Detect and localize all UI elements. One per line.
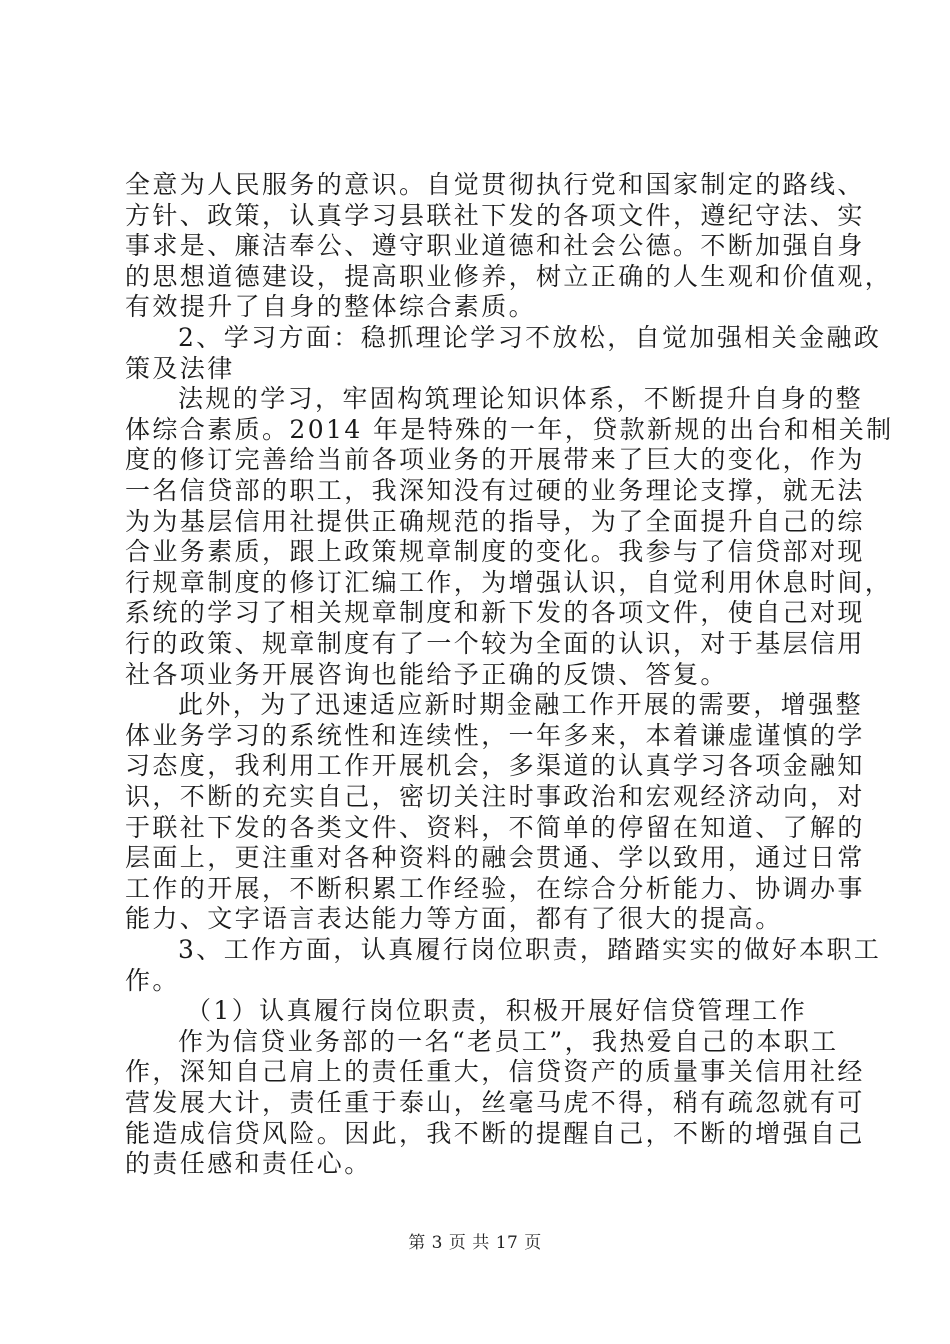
text-line: 营发展大计，责任重于泰山，丝毫马虎不得，稍有疏忽就有可 [125,1088,865,1117]
text-line: 此外，为了迅速适应新时期金融工作开展的需要，增强整 [178,690,864,720]
text-line: 的责任感和责任心。 [125,1149,372,1179]
text-line: 方针、政策，认真学习县联社下发的各项文件，遵纪守法、实 [125,200,865,230]
page-footer: 第 3 页 共 17 页 [408,1233,542,1253]
text-line: 法规的学习，牢固构筑理论知识体系，不断提升自身的整 [178,384,864,414]
text-line: 识，不断的充实自己，密切关注时事政治和宏观经济动向，对 [125,782,865,811]
text-line: 于联社下发的各类文件、资料，不简单的停留在知道、了解的 [125,812,865,842]
text-line: 作为信贷业务部的一名“老员工”，我热爱自己的本职工 [178,1026,839,1056]
text-line: 全意为人民服务的意识。自觉贯彻执行党和国家制定的路线、 [125,170,865,199]
text-line: 为为基层信用社提供正确规范的指导，为了全面提升自己的综 [125,506,865,536]
text-line: 工作的开展，不断积累工作经验，在综合分析能力、协调办事 [125,873,865,903]
text-line: 能造成信贷风险。因此，我不断的提醒自己，不断的增强自己 [125,1118,865,1148]
text-line: 有效提升了自身的整体综合素质。 [125,292,537,322]
text-line: 体综合素质。2014 年是特殊的一年，贷款新规的出台和相关制 [125,414,894,444]
text-line: 作，深知自己肩上的责任重大，信贷资产的质量事关信用社经 [125,1057,865,1087]
text-line: 合业务素质，跟上政策规章制度的变化。我参与了信贷部对现 [125,537,865,567]
text-line: 的思想道德建设，提高职业修养，树立正确的人生观和价值观， [125,261,893,291]
text-line: 作。 [125,965,180,995]
text-line: 行规章制度的修订汇编工作，为增强认识，自觉利用休息时间， [125,567,893,597]
text-line: 体业务学习的系统性和连续性，一年多来，本着谦虚谨慎的学 [125,720,865,750]
text-line: 系统的学习了相关规章制度和新下发的各项文件，使自己对现 [125,598,865,628]
text-line: 度的修订完善给当前各项业务的开展带来了巨大的变化，作为 [125,445,865,475]
text-line: 社各项业务开展咨询也能给予正确的反馈、答复。 [125,659,728,689]
text-line: 事求是、廉洁奉公、遵守职业道德和社会公德。不断加强自身 [125,231,865,261]
text-line: 习态度，我利用工作开展机会，多渠道的认真学习各项金融知 [125,751,865,781]
text-line: 策及法律 [125,353,235,383]
text-line: 能力、文字语言表达能力等方面，都有了很大的提高。 [125,904,783,934]
text-line: 层面上，更注重对各种资料的融会贯通、学以致用，通过日常 [125,843,865,873]
section-heading: 3、工作方面，认真履行岗位职责，踏踏实实的做好本职工 [178,935,882,964]
text-line: 一名信贷部的职工，我深知没有过硬的业务理论支撑，就无法 [125,476,865,505]
subsection-heading: （1）认真履行岗位职责，积极开展好信贷管理工作 [186,996,808,1026]
section-heading: 2、学习方面：稳抓理论学习不放松，自觉加强相关金融政 [178,323,882,352]
text-line: 行的政策、规章制度有了一个较为全面的认识，对于基层信用 [125,629,865,658]
